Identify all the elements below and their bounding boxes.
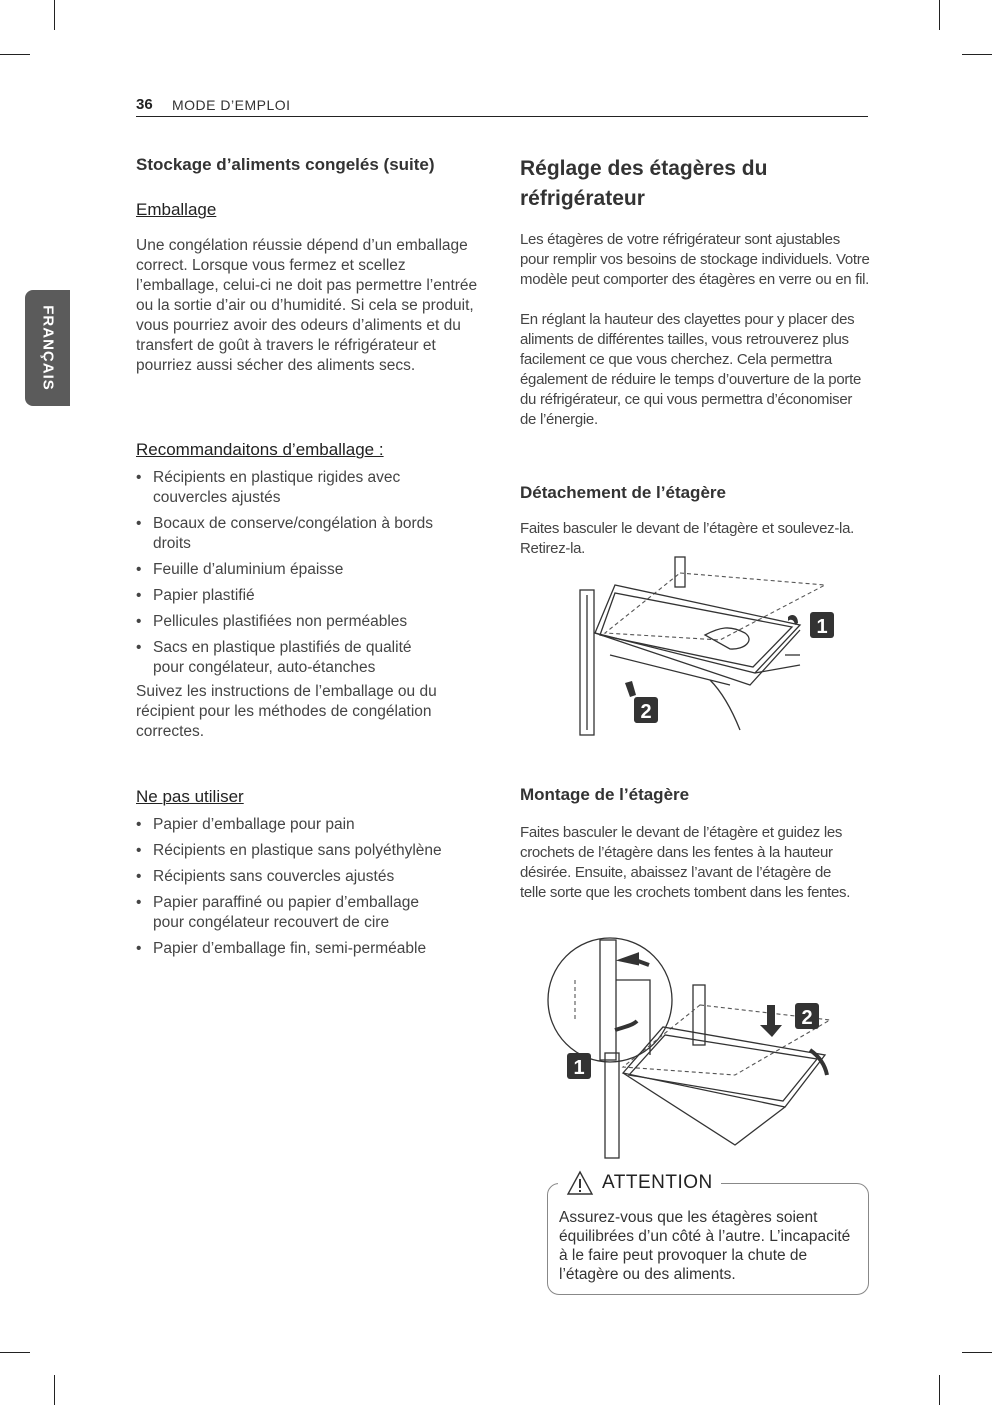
right-title: Réglage des étagères du réfrigérateur bbox=[520, 157, 768, 210]
list-item: • Récipients en plastique rigides avec couvercles ajustés bbox=[136, 468, 436, 508]
detachement-section bbox=[520, 483, 870, 559]
detachement-heading: Détachement de l’étagère bbox=[520, 483, 726, 502]
recommandations-heading: Recommandaitons d’emballage : bbox=[136, 440, 384, 459]
step-1-number: 1 bbox=[573, 1057, 585, 1079]
crop-mark bbox=[939, 1375, 940, 1405]
recommandations-section bbox=[136, 440, 481, 742]
list-item: • Feuille d’aluminium épaisse bbox=[136, 560, 436, 580]
ne-pas-list bbox=[136, 815, 476, 959]
list-item: • Bocaux de conserve/congélation à bords droits bbox=[136, 514, 436, 554]
crop-mark bbox=[0, 54, 30, 55]
right-column bbox=[520, 154, 870, 430]
list-item: • Papier plastifié bbox=[136, 586, 436, 606]
crop-mark bbox=[54, 0, 55, 30]
section-title: Stockage d’aliments congelés (suite) bbox=[136, 155, 435, 174]
shelf-mounting-illustration bbox=[545, 935, 835, 1160]
attention-box bbox=[547, 1172, 869, 1295]
language-label: FRANÇAIS bbox=[39, 305, 56, 391]
list-item: • Pellicules plastifiées non perméables bbox=[136, 612, 436, 632]
intro-paragraph-1: Les étagères de votre réfrigérateur sont ajustables pour remplir vos besoins de stockage individuels. Votre modèle peut comporter des étagères en verre ou en fil. bbox=[520, 231, 870, 288]
intro-paragraph-2: En réglant la hauteur des clayettes pour y placer des aliments de différentes tailles, vous retrouverez plus facilement ce que vous cherchez. Cela permettra également de réduire le temps d’ouverture de la porte du réfrigérateur, ce qui vous permettra d’économiser de l’énergie. bbox=[520, 311, 861, 428]
left-column bbox=[136, 155, 486, 376]
montage-heading: Montage de l’étagère bbox=[520, 785, 690, 804]
list-item: • Sacs en plastique plastifiés de qualité pour congélateur, auto-étanches bbox=[136, 638, 423, 678]
crop-mark bbox=[0, 1352, 30, 1353]
page-header bbox=[136, 96, 868, 117]
list-item: • Papier d’emballage pour pain bbox=[136, 815, 476, 835]
montage-text: Faites basculer le devant de l’étagère et guidez les crochets de l’étagère dans les fentes à la hauteur désirée. Ensuite, abaissez l’avant de l’étagère de telle sorte que les crochets tombent dans les fentes. bbox=[520, 824, 851, 901]
attention-text: Assurez-vous que les étagères soient équilibrées d’un côté à l’autre. L’incapacité à le faire peut provoquer la chute de l’étagère ou des aliments. bbox=[559, 1209, 851, 1283]
crop-mark bbox=[962, 54, 992, 55]
detachement-text: Faites basculer le devant de l’étagère et soulevez-la. Retirez-la. bbox=[520, 520, 855, 557]
list-item: • Papier paraffiné ou papier d’emballage pour congélateur recouvert de cire bbox=[136, 893, 443, 933]
list-item: • Récipients en plastique sans polyéthylène bbox=[136, 841, 476, 861]
recommandations-list bbox=[136, 468, 436, 678]
step-2-number: 2 bbox=[801, 1007, 813, 1029]
shelf-removal-illustration bbox=[570, 555, 840, 740]
warning-icon bbox=[566, 1170, 594, 1196]
ne-pas-heading: Ne pas utiliser bbox=[136, 787, 244, 806]
page-number: 36 bbox=[136, 96, 153, 113]
montage-section bbox=[520, 785, 870, 903]
step-1-number: 1 bbox=[816, 616, 828, 638]
list-item: • Papier d’emballage fin, semi-perméable bbox=[136, 939, 476, 959]
ne-pas-section bbox=[136, 787, 481, 965]
crop-mark bbox=[54, 1375, 55, 1405]
attention-header bbox=[558, 1168, 721, 1198]
language-tab bbox=[25, 290, 70, 406]
attention-label: ATTENTION bbox=[602, 1172, 713, 1193]
emballage-heading: Emballage bbox=[136, 200, 217, 219]
step-2-number: 2 bbox=[640, 701, 652, 723]
recommandations-footer: Suivez les instructions de l’emballage ou du récipient pour les méthodes de congélation correctes. bbox=[136, 683, 437, 740]
list-item: • Récipients sans couvercles ajustés bbox=[136, 867, 476, 887]
manual-title: MODE D’EMPLOI bbox=[172, 97, 291, 113]
crop-mark bbox=[962, 1352, 992, 1353]
crop-mark bbox=[939, 0, 940, 30]
emballage-text: Une congélation réussie dépend d’un emballage correct. Lorsque vous fermez et scellez l’emballage, celui-ci ne doit pas permettre l’entrée ou la sortie d’air ou d’humidité. Si cela se produit, vous pourriez avoir des odeurs d’aliments et du transfert de goût à travers le réfrigérateur et pourriez aussi sécher des aliments secs. bbox=[136, 237, 478, 374]
